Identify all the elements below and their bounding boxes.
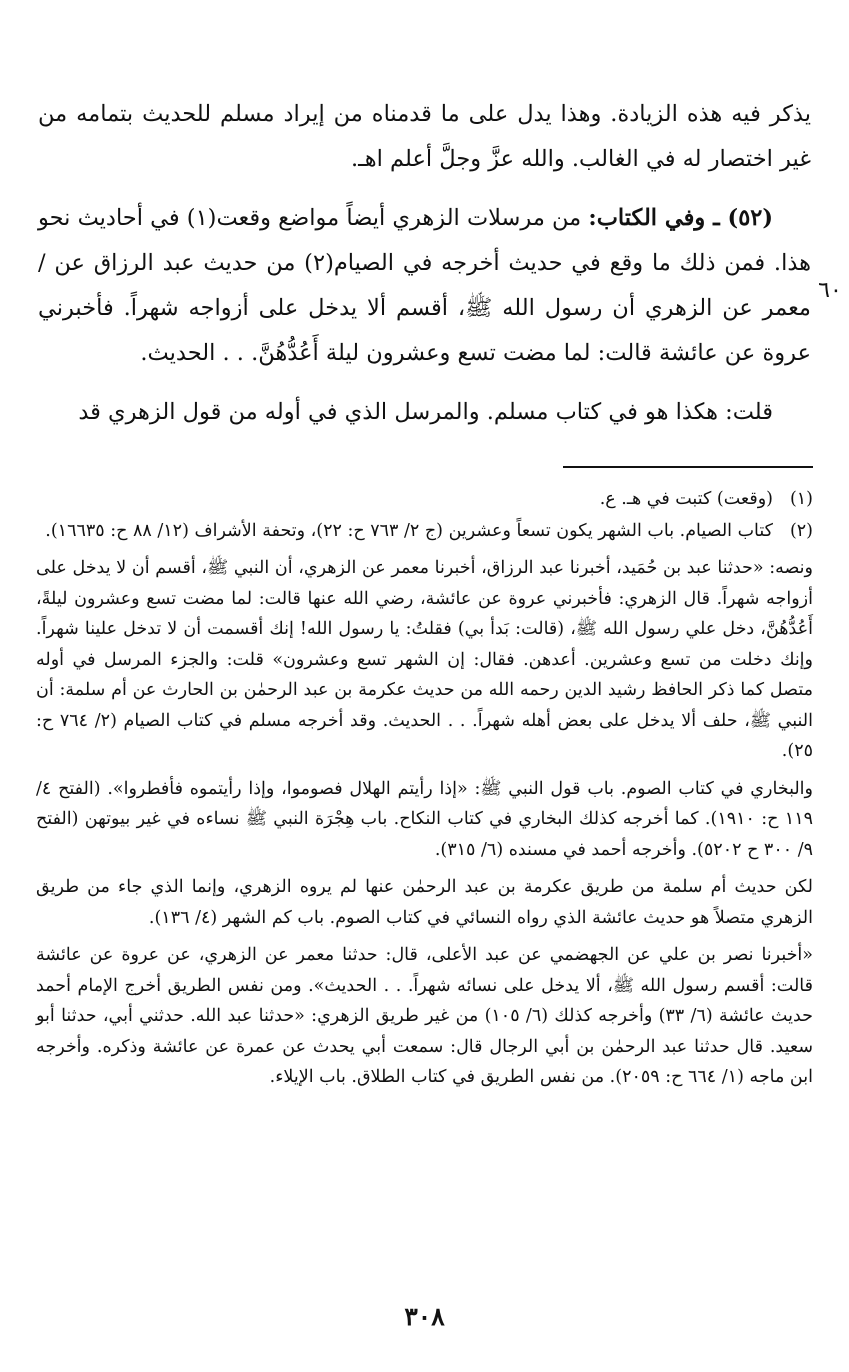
footnote-text: (وقعت) كتبت في هـ. ع. [599, 489, 773, 509]
footnote-separator [563, 466, 813, 468]
main-text [38, 92, 811, 435]
footnote-block: ونصه: «حدثنا عبد بن حُمَيد، أخبرنا عبد الرزاق، أخبرنا معمر عن الزهري، أن النبي ﷺ، أقسم أن لا يدخل على أزواجه شهراً. قال الزهري: فأخبرني عروة عن عائشة، رضي الله عنها قالت: لما مضت تسع وعشرون ليلةً، أَعُدُّهُنَّ، دخل علي رسول الله ﷺ، (قالت: بَدأ بي) فقلتُ: يا رسول الله! إنك أقسمت أن لا تدخل علينا شهراً. وإنك دخلت من تسع وعشرين. أعدهن. فقال: إن الشهر تسع وعشرون» قلت: والجزء المرسل في أوله متصل كما ذكر الحافظ رشيد الدين رحمه الله من حديث عكرمة بن عبد الرحمٰن بن الحارث عن أم سلمة: أن النبي ﷺ، حلف ألا يدخل على بعض أهله شهراً. . . الحديث. وقد أخرجه مسلم في كتاب الصيام (٢/ ٧٦٤ ح: ٢٥). [36, 558, 813, 761]
footnote-number: (١) [789, 489, 813, 509]
footnote-number: (٢) [789, 520, 813, 541]
paragraph-continuation: يذكر فيه هذه الزيادة. وهذا يدل على ما قدمناه من إيراد مسلم للحديث بتمامه من غير اختصار له في الغالب. والله عزَّ وجلَّ أعلم اهـ. [38, 101, 811, 172]
margin-folio-number: ٦٠ [818, 278, 842, 303]
footnote-1 [36, 484, 813, 515]
footnotes [36, 484, 813, 1100]
entry-body: من مرسلات الزهري أيضاً مواضع وقعت(١) في أحاديث نحو هذا. فمن ذلك ما وقع في حديث أخرجه في الصيام(٢) من حديث عبد الرزاق عن / معمر عن الزهري أن رسول الله ﷺ، أقسم ألا يدخل على أزواجه شهراً. فأخبرني عروة عن عائشة قالت: لما مضت تسع وعشرون ليلة أَعُدُّهُنَّ. . . الحديث. [38, 205, 811, 366]
paragraph-comment: قلت: هكذا هو في كتاب مسلم. والمرسل الذي في أوله من قول الزهري قد [78, 399, 773, 425]
footnote-block: والبخاري في كتاب الصوم. باب قول النبي ﷺ: «إذا رأيتم الهلال فصوموا، وإذا رأيتموه فأفطروا». (الفتح ٤/ ١١٩ ح: ١٩١٠). كما أخرجه كذلك البخاري في كتاب النكاح. باب هِجْرَة النبي ﷺ نساءه في غير بيوتهن (الفتح ٩/ ٣٠٠ ح ٥٢٠٢). وأخرجه أحمد في مسنده (٦/ ٣١٥). [36, 778, 813, 860]
page-number: ٣٠٨ [404, 1302, 445, 1331]
footnote-block: لكن حديث أم سلمة من طريق عكرمة بن عبد الرحمٰن عنها لم يروه الزهري، وإنما الذي جاء من طريق الزهري متصلاً هو حديث عائشة الذي رواه النسائي في كتاب الصوم. باب كم الشهر (٤/ ١٣٦). [36, 877, 813, 928]
footnote-2 [36, 516, 813, 547]
paragraph-entry-52 [38, 196, 811, 376]
entry-heading: (٥٢) ـ وفي الكتاب: [588, 205, 774, 231]
footnote-text: كتاب الصيام. باب الشهر يكون تسعاً وعشرين (ج ٢/ ٧٦٣ ح: ٢٢)، وتحفة الأشراف (١٢/ ٨٨ ح: ١٦٦٣٥). [45, 520, 773, 541]
footnote-block: «أخبرنا نصر بن علي عن الجهضمي عن عبد الأعلى، قال: حدثنا معمر عن الزهري، عن عروة عن عائشة قالت: أقسم رسول الله ﷺ، ألا يدخل على نسائه شهراً. . . الحديث». ومن نفس الطريق أخرج الإمام أحمد حديث عائشة (٦/ ٣٣) وأخرجه كذلك (٦/ ١٠٥) من غير طريق الزهري: «حدثنا عبد الله. حدثني أبي، حدثنا أبو سعيد. قال حدثنا عبد الرحمٰن بن أبي الرجال قال: سمعت أبي يحدث عن عمرة عن عائشة وذكره. وأخرجه ابن ماجه (١/ ٦٦٤ ح: ٢٠٥٩). من نفس الطريق في كتاب الطلاق. باب الإيلاء. [36, 945, 813, 1087]
